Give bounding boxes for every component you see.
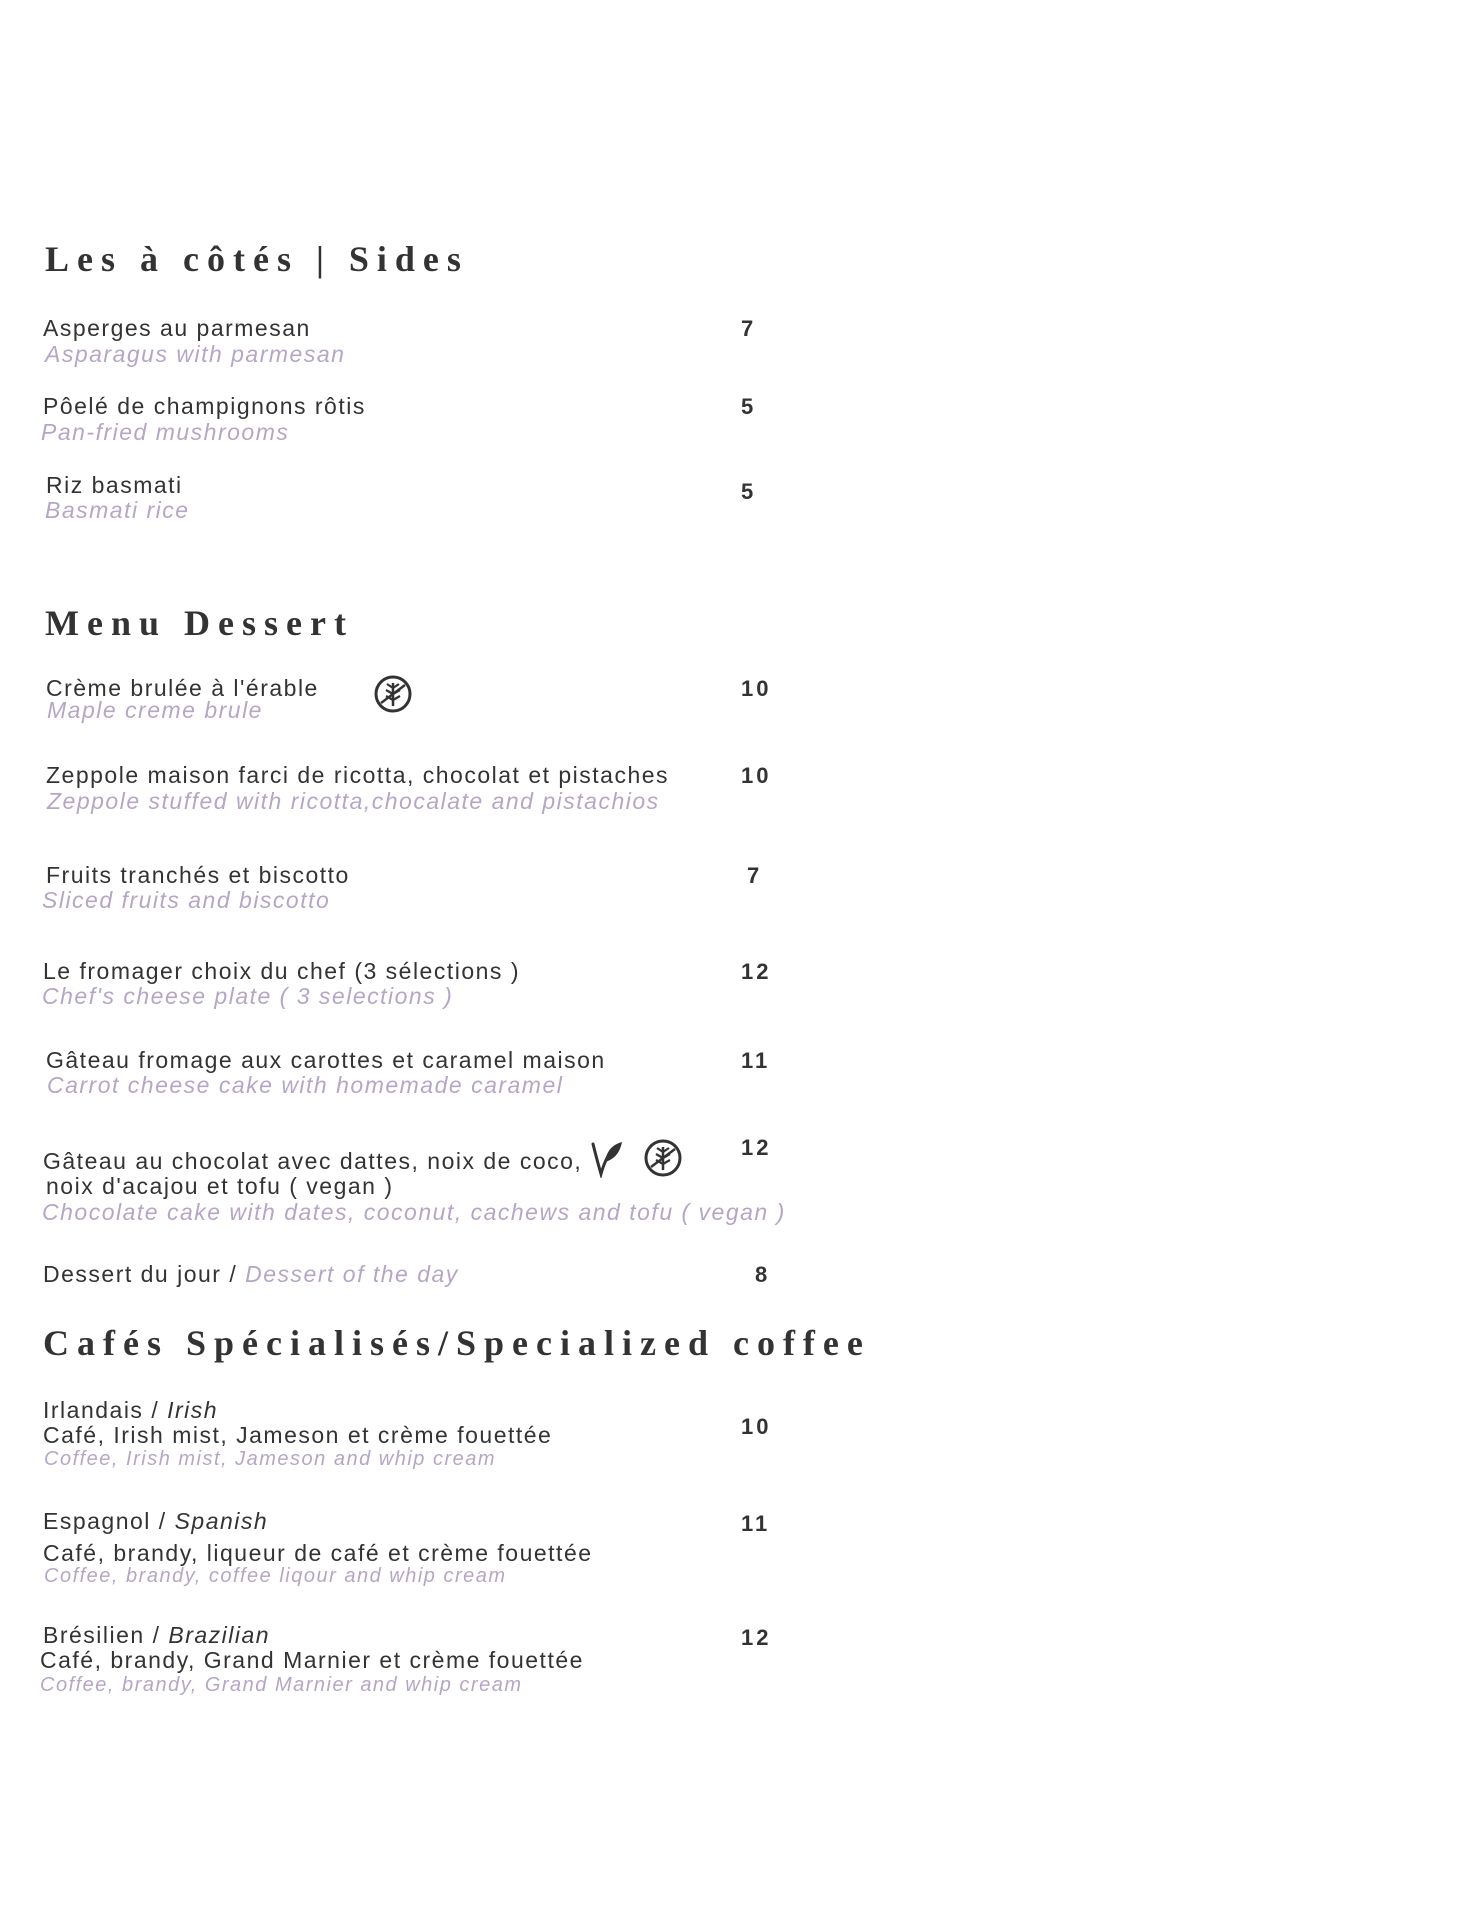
coffee-item-2-name-en: Spanish bbox=[174, 1508, 269, 1534]
dessert-item-3-fr: Fruits tranchés et biscotto bbox=[46, 862, 350, 888]
coffee-item-2-fr: Café, brandy, liqueur de café et crème fouettée bbox=[43, 1540, 593, 1566]
sides-item-3-fr: Riz basmati bbox=[46, 472, 183, 498]
dessert-item-4-fr: Le fromager choix du chef (3 sélections ) bbox=[43, 958, 520, 984]
sides-item-2-fr: Pôelé de champignons rôtis bbox=[43, 393, 366, 419]
dessert-item-6-en: Chocolate cake with dates, coconut, cachews and tofu ( vegan ) bbox=[42, 1199, 786, 1225]
coffee-item-3-name-en: Brazilian bbox=[168, 1622, 271, 1648]
sides-item-1-fr: Asperges au parmesan bbox=[43, 315, 311, 341]
dessert-item-6-fr-line2: noix d'acajou et tofu ( vegan ) bbox=[46, 1173, 394, 1199]
coffee-item-1-name-en: Irish bbox=[167, 1397, 219, 1423]
sides-item-3-price: 5 bbox=[741, 479, 757, 504]
coffee-item-3-fr: Café, brandy, Grand Marnier et crème fouettée bbox=[40, 1647, 584, 1673]
gluten-free-icon bbox=[643, 1138, 683, 1178]
dessert-item-4-en: Chef's cheese plate ( 3 selections ) bbox=[42, 983, 454, 1009]
coffee-item-3-name bbox=[43, 1622, 270, 1649]
dessert-item-7-en: Dessert of the day bbox=[245, 1261, 459, 1287]
coffee-item-2-name bbox=[43, 1508, 268, 1535]
coffee-item-2-price: 11 bbox=[741, 1511, 771, 1536]
dessert-item-3-price: 7 bbox=[747, 863, 763, 888]
dessert-item-5-price: 11 bbox=[741, 1048, 771, 1073]
dessert-item-2-price: 10 bbox=[741, 763, 772, 788]
dessert-item-7-price: 8 bbox=[755, 1262, 771, 1287]
dessert-title: Menu Dessert bbox=[45, 603, 354, 643]
dessert-item-1-price: 10 bbox=[741, 676, 772, 701]
sides-item-2-price: 5 bbox=[741, 394, 757, 419]
coffee-item-2-name-fr: Espagnol / bbox=[43, 1508, 175, 1534]
coffee-item-3-en: Coffee, brandy, Grand Marnier and whip cream bbox=[40, 1674, 523, 1696]
coffee-title: Cafés Spécialisés/Specialized coffee bbox=[43, 1323, 871, 1363]
dessert-item-2-en: Zeppole stuffed with ricotta,chocalate and pistachios bbox=[47, 788, 660, 814]
dessert-item-3-en: Sliced fruits and biscotto bbox=[42, 887, 331, 913]
sides-title: Les à côtés | Sides bbox=[45, 239, 469, 279]
coffee-item-1-name-fr: Irlandais / bbox=[43, 1397, 168, 1423]
dessert-item-6-price: 12 bbox=[741, 1135, 772, 1160]
gluten-free-icon bbox=[373, 674, 413, 714]
coffee-item-1-price: 10 bbox=[741, 1414, 772, 1439]
dessert-item-1-en: Maple creme brule bbox=[47, 697, 263, 723]
dessert-item-7 bbox=[43, 1261, 459, 1288]
sides-item-1-price: 7 bbox=[741, 316, 757, 341]
sides-item-2-en: Pan-fried mushrooms bbox=[41, 419, 290, 445]
dessert-item-5-fr: Gâteau fromage aux carottes et caramel maison bbox=[46, 1047, 606, 1073]
dessert-item-4-price: 12 bbox=[741, 959, 772, 984]
dessert-item-7-fr: Dessert du jour / bbox=[43, 1261, 246, 1287]
coffee-item-1-en: Coffee, Irish mist, Jameson and whip cream bbox=[44, 1448, 497, 1470]
coffee-item-3-price: 12 bbox=[741, 1625, 772, 1650]
coffee-item-1-name bbox=[43, 1397, 218, 1424]
dessert-item-2-fr: Zeppole maison farci de ricotta, chocolat et pistaches bbox=[46, 762, 670, 788]
coffee-item-2-en: Coffee, brandy, coffee liqour and whip cream bbox=[44, 1565, 507, 1587]
vegan-icon bbox=[588, 1138, 628, 1178]
dessert-item-5-en: Carrot cheese cake with homemade caramel bbox=[47, 1072, 564, 1098]
coffee-item-1-fr: Café, Irish mist, Jameson et crème fouettée bbox=[43, 1422, 553, 1448]
coffee-item-3-name-fr: Brésilien / bbox=[43, 1622, 169, 1648]
dessert-item-6-fr: Gâteau au chocolat avec dattes, noix de coco, bbox=[43, 1148, 583, 1174]
dessert-item-1-fr: Crème brulée à l'érable bbox=[46, 675, 319, 701]
sides-item-3-en: Basmati rice bbox=[45, 497, 190, 523]
sides-item-1-en: Asparagus with parmesan bbox=[45, 341, 346, 367]
